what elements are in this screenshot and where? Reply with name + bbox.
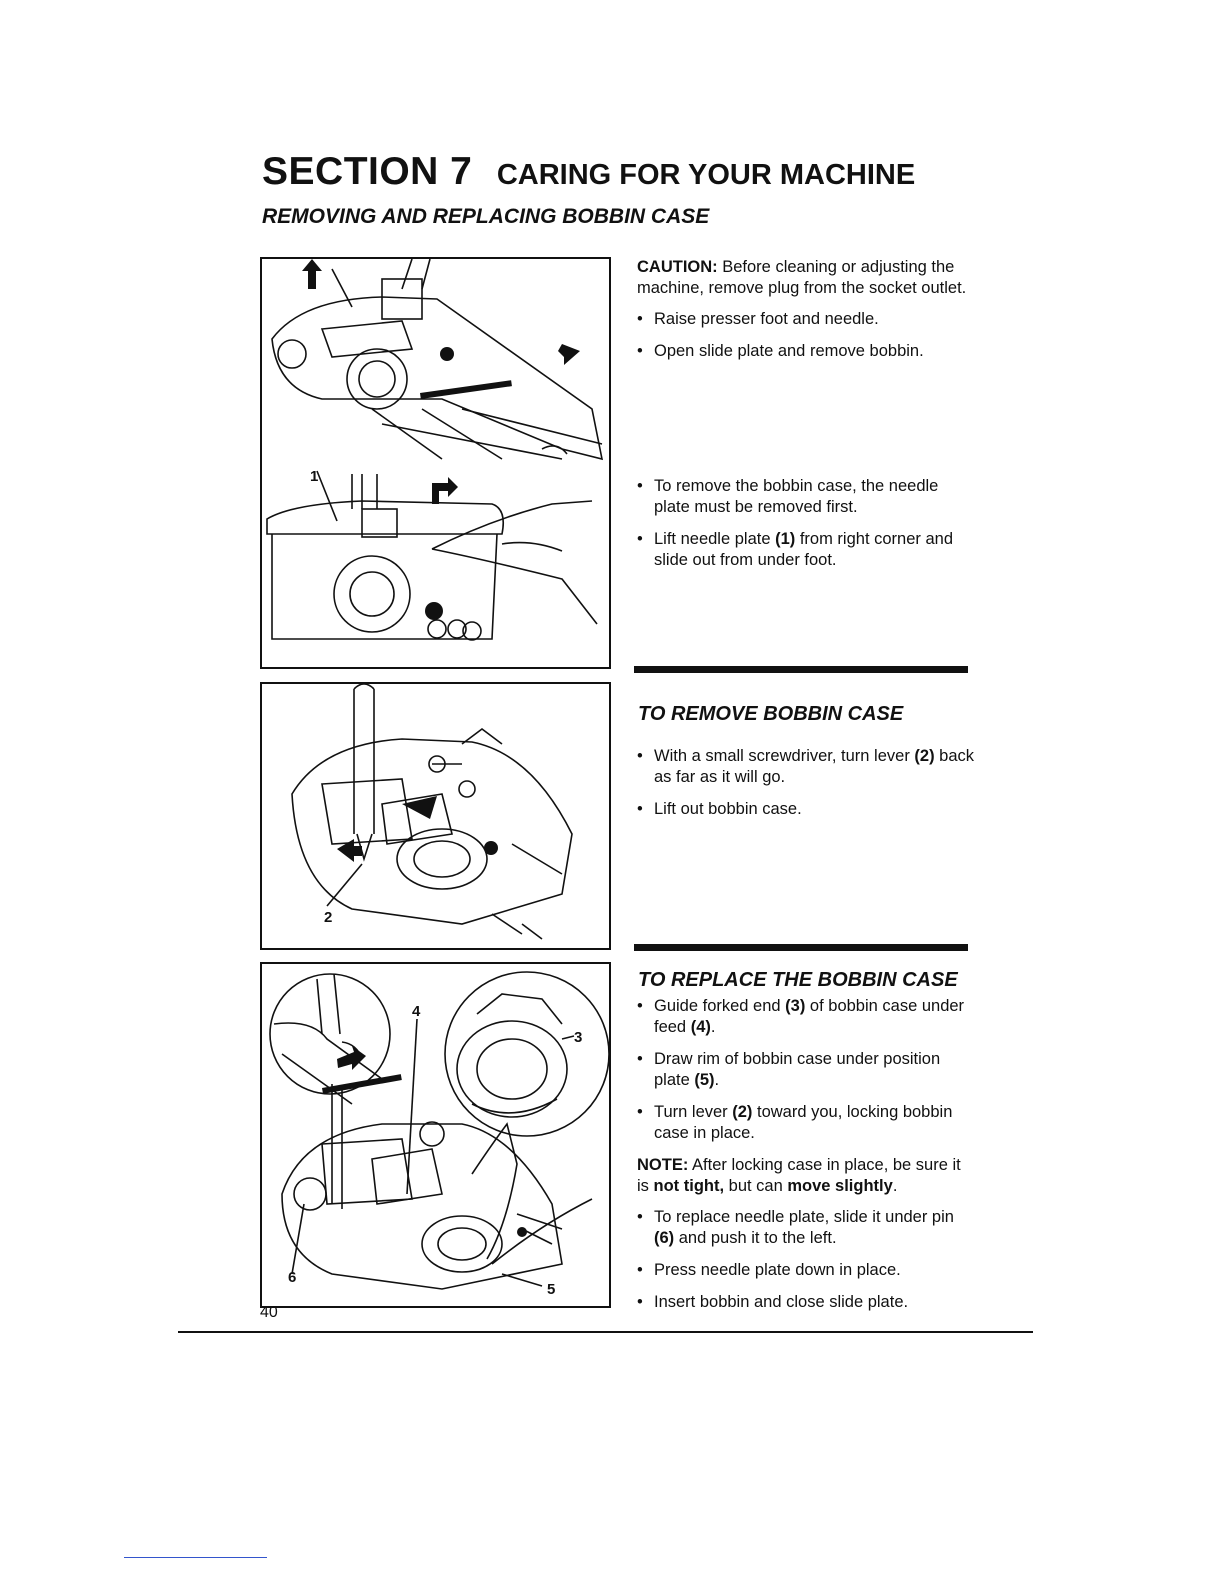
replace-heading: TO REPLACE THE BOBBIN CASE [638, 969, 958, 991]
link-underline [124, 1557, 267, 1558]
list-item: • With a small screwdriver, turn lever (2) back as far as it will go. [637, 747, 975, 786]
list-item: • Turn lever (2) toward you, locking bobbin case in place. [637, 1103, 953, 1142]
callout-6: 6 [288, 1269, 297, 1286]
figure-replace-bobbin-case [260, 962, 611, 1308]
list-item: • Lift needle plate (1) from right corner and slide out from under foot. [637, 530, 953, 569]
callout-4: 4 [412, 1003, 421, 1020]
footer-divider [178, 1331, 1033, 1333]
page-subtitle: REMOVING AND REPLACING BOBBIN CASE [262, 205, 710, 228]
list-item: • Open slide plate and remove bobbin. [637, 342, 924, 360]
list-item: • Raise presser foot and needle. [637, 310, 879, 328]
figure-1-illustration [262, 259, 609, 667]
figure-3-illustration [262, 964, 609, 1306]
list-item: • Draw rim of bobbin case under position plate (5). [637, 1050, 941, 1089]
callout-3: 3 [574, 1029, 583, 1046]
list-item: • To replace needle plate, slide it under pin (6) and push it to the left. [637, 1208, 954, 1247]
caution-block [637, 257, 977, 373]
page-number: 40 [260, 1304, 278, 1321]
list-item: • Guide forked end (3) of bobbin case under feed (4). [637, 997, 965, 1036]
needle-plate-block [637, 476, 977, 582]
section-label: SECTION 7 [262, 150, 473, 193]
remove-block [637, 746, 977, 831]
list-item: • Lift out bobbin case. [637, 800, 802, 818]
section-title [262, 150, 915, 194]
section-divider [634, 944, 968, 951]
list-item: • Press needle plate down in place. [637, 1261, 901, 1279]
list-item: • Insert bobbin and close slide plate. [637, 1293, 909, 1311]
section-heading: CARING FOR YOUR MACHINE [496, 159, 916, 191]
note-paragraph: NOTE: After locking case in place, be sure it is not tight, but can move slightly. [637, 1156, 961, 1195]
callout-1: 1 [310, 468, 319, 485]
replace-block [637, 996, 977, 1324]
callout-2: 2 [324, 909, 333, 926]
remove-heading: TO REMOVE BOBBIN CASE [638, 703, 904, 725]
caution-text: Before cleaning or adjusting the machine, remove plug from the socket outlet. [637, 258, 967, 297]
figure-2-illustration [262, 684, 609, 948]
figure-remove-needle-plate [260, 257, 611, 669]
callout-5: 5 [547, 1281, 556, 1298]
list-item: • To remove the bobbin case, the needle plate must be removed first. [637, 477, 939, 516]
caution-label: CAUTION: [637, 258, 718, 276]
caution-paragraph [637, 257, 977, 299]
figure-remove-bobbin-case [260, 682, 611, 950]
section-divider [634, 666, 968, 673]
